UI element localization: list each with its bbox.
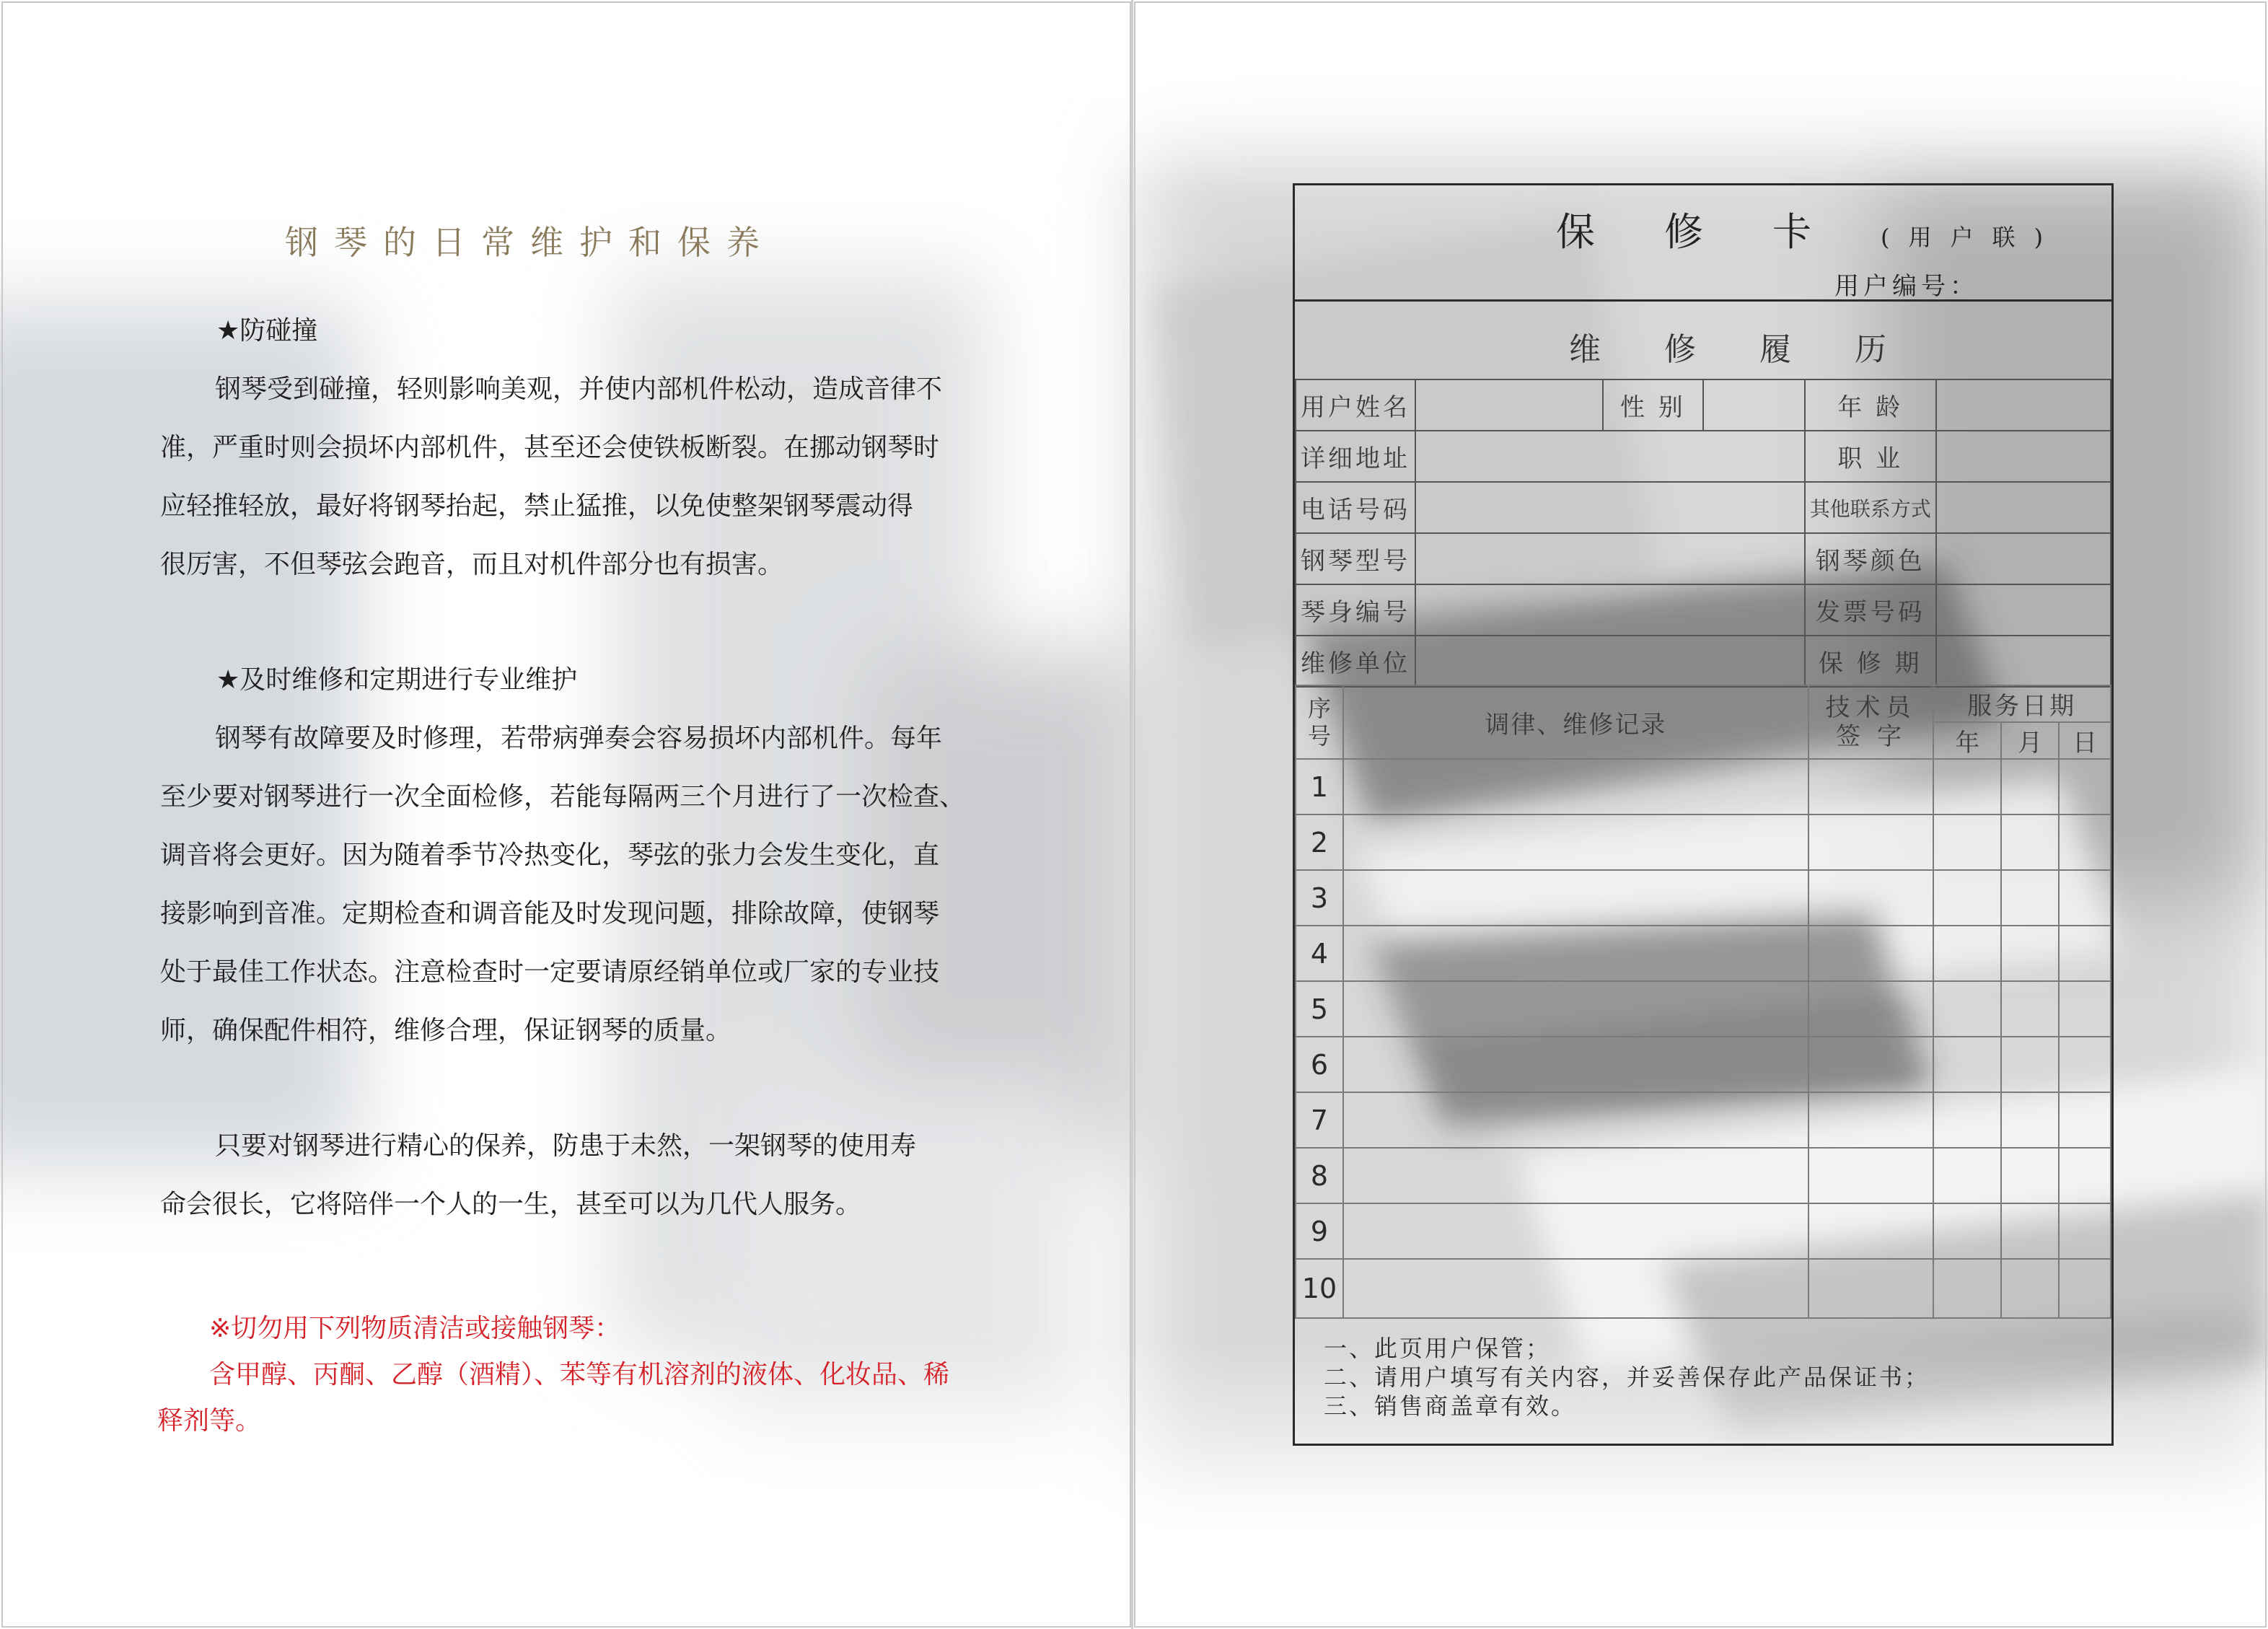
record-year[interactable] [1933, 814, 2001, 870]
record-content[interactable] [1343, 1092, 1808, 1148]
paragraph-line: 师，确保配件相符，维修合理，保证钢琴的质量。 [160, 1016, 732, 1045]
header-day: 日 [2059, 722, 2111, 759]
record-technician[interactable] [1808, 1203, 1934, 1259]
record-row [1296, 1037, 2111, 1092]
header-month: 月 [2001, 722, 2059, 759]
record-month[interactable] [2001, 1203, 2059, 1259]
field-address-value[interactable] [1415, 431, 1805, 482]
record-year[interactable] [1933, 870, 2001, 926]
record-content[interactable] [1343, 759, 1808, 814]
note-line: 三、销售商盖章有效。 [1324, 1392, 1577, 1420]
record-number: 5 [1296, 981, 1343, 1037]
record-month[interactable] [2001, 1037, 2059, 1092]
paragraph-line: 钢琴受到碰撞，轻则影响美观，并使内部机件松动，造成音律不 [215, 374, 943, 404]
card-subheader [1295, 302, 2111, 379]
record-row [1296, 1203, 2111, 1259]
record-year[interactable] [1933, 1148, 2001, 1203]
table-row [1296, 431, 2111, 482]
record-row [1296, 759, 2111, 814]
record-content[interactable] [1343, 1037, 1808, 1092]
label-gender: 性 别 [1603, 379, 1703, 431]
header-tech-line1: 技术员 [1825, 693, 1917, 722]
card-title [1556, 201, 2062, 257]
record-month[interactable] [2001, 926, 2059, 981]
record-day[interactable] [2059, 1148, 2111, 1203]
record-content[interactable] [1343, 814, 1808, 870]
record-number: 9 [1296, 1203, 1343, 1259]
field-gender-value[interactable] [1703, 379, 1805, 431]
note-line: 一、此页用户保管； [1324, 1335, 1552, 1362]
label-address: 详细地址 [1296, 431, 1415, 482]
record-technician[interactable] [1808, 1148, 1934, 1203]
field-phone-value[interactable] [1415, 482, 1805, 533]
label-phone: 电话号码 [1296, 482, 1415, 533]
record-day[interactable] [2059, 870, 2111, 926]
record-year[interactable] [1933, 1203, 2001, 1259]
record-month[interactable] [2001, 981, 2059, 1037]
label-invoice-number: 发票号码 [1805, 584, 1936, 636]
record-number: 6 [1296, 1037, 1343, 1092]
record-technician[interactable] [1808, 759, 1934, 814]
record-day[interactable] [2059, 759, 2111, 814]
warning-note [157, 1306, 1008, 1444]
section-heading: ★及时维修和定期进行专业维护 [216, 665, 578, 695]
record-month[interactable] [2001, 870, 2059, 926]
record-technician[interactable] [1808, 870, 1934, 926]
record-row [1296, 1092, 2111, 1148]
field-age-value[interactable] [1936, 379, 2111, 431]
record-number: 2 [1296, 814, 1343, 870]
field-name-value[interactable] [1415, 379, 1603, 431]
card-title-suffix: (用户联) [1881, 224, 2062, 251]
header-seq-line2: 号 [1307, 722, 1331, 750]
record-year[interactable] [1933, 1037, 2001, 1092]
record-day[interactable] [2059, 1037, 2111, 1092]
center-fold [1131, 0, 1133, 1629]
card-notes [1324, 1334, 1930, 1421]
record-technician[interactable] [1808, 981, 1934, 1037]
record-year[interactable] [1933, 926, 2001, 981]
table-row [1296, 636, 2111, 687]
record-day[interactable] [2059, 1259, 2111, 1318]
table-row [1296, 482, 2111, 533]
record-content[interactable] [1343, 926, 1808, 981]
record-number: 1 [1296, 759, 1343, 814]
record-number: 8 [1296, 1148, 1343, 1203]
paragraph-line: 准，严重时则会损坏内部机件，甚至还会使铁板断裂。在挪动钢琴时 [160, 433, 940, 462]
paragraph-line: 只要对钢琴进行精心的保养，防患于未然，一架钢琴的使用寿 [215, 1131, 917, 1161]
record-month[interactable] [2001, 814, 2059, 870]
paragraph-line: 钢琴有故障要及时修理，若带病弹奏会容易损坏内部机件。每年 [215, 724, 943, 753]
record-content[interactable] [1343, 1203, 1808, 1259]
label-warranty-period: 保 修 期 [1805, 636, 1936, 687]
paragraph-line: 很厉害，不但琴弦会跑音，而且对机件部分也有损害。 [160, 550, 784, 579]
paragraph-line: 命会很长，它将陪伴一个人的一生，甚至可以为几代人服务。 [160, 1190, 862, 1219]
record-row [1296, 981, 2111, 1037]
paragraph-line: 调音将会更好。因为随着季节冷热变化，琴弦的张力会发生变化，直 [160, 840, 940, 870]
record-content[interactable] [1343, 1259, 1808, 1318]
header-record: 调律、维修记录 [1343, 685, 1808, 759]
paragraph-line: 接影响到音准。定期检查和调音能及时发现问题，排除故障，使钢琴 [160, 899, 940, 928]
record-year[interactable] [1933, 759, 2001, 814]
field-occupation-value[interactable] [1936, 431, 2111, 482]
record-month[interactable] [2001, 759, 2059, 814]
record-number: 10 [1296, 1259, 1343, 1318]
record-content[interactable] [1343, 870, 1808, 926]
label-piano-model: 钢琴型号 [1296, 533, 1415, 584]
card-header [1295, 185, 2111, 302]
record-month[interactable] [2001, 1092, 2059, 1148]
record-technician[interactable] [1808, 814, 1934, 870]
record-month[interactable] [2001, 1259, 2059, 1318]
record-row [1296, 870, 2111, 926]
warranty-card [1293, 183, 2114, 1446]
repair-history-title: 维修履历 [1569, 331, 1950, 368]
customer-info-table [1295, 379, 2111, 688]
warning-line: 释剂等。 [157, 1406, 262, 1436]
field-repair-unit-value[interactable] [1415, 636, 1805, 687]
record-technician[interactable] [1808, 1092, 1934, 1148]
card-title-main: 保修卡 [1556, 209, 1881, 255]
record-year[interactable] [1933, 1259, 2001, 1318]
record-technician[interactable] [1808, 1037, 1934, 1092]
label-name: 用户姓名 [1296, 379, 1415, 431]
repair-records-table [1295, 685, 2111, 1319]
record-row [1296, 1259, 2111, 1318]
section-collision [160, 302, 1011, 594]
header-seq-line1: 序 [1307, 695, 1331, 722]
page-title: 钢琴的日常维护和保养 [285, 223, 775, 262]
field-warranty-period-value[interactable] [1936, 636, 2111, 687]
record-content[interactable] [1343, 1148, 1808, 1203]
paragraph-line: 应轻推轻放，最好将钢琴抬起，禁止猛推，以免使整架钢琴震动得 [160, 491, 914, 521]
warning-heading: ※切勿用下列物质清洁或接触钢琴： [209, 1314, 621, 1343]
section-summary [160, 1117, 1011, 1234]
record-technician[interactable] [1808, 926, 1934, 981]
user-number-label: 用户编号： [1834, 272, 1979, 301]
record-day[interactable] [2059, 926, 2111, 981]
field-invoice-number-value[interactable] [1936, 584, 2111, 636]
field-piano-color-value[interactable] [1936, 533, 2111, 584]
table-row [1296, 584, 2111, 636]
record-number: 3 [1296, 870, 1343, 926]
label-occupation: 职 业 [1805, 431, 1936, 482]
record-year[interactable] [1933, 1092, 2001, 1148]
table-row [1296, 379, 2111, 431]
record-year[interactable] [1933, 981, 2001, 1037]
record-month[interactable] [2001, 1148, 2059, 1203]
header-year: 年 [1933, 722, 2001, 759]
label-body-number: 琴身编号 [1296, 584, 1415, 636]
label-other-contact: 其他联系方式 [1805, 482, 1936, 533]
header-service-date: 服务日期 [1933, 685, 2111, 722]
record-day[interactable] [2059, 1092, 2111, 1148]
record-technician[interactable] [1808, 1259, 1934, 1318]
section-maintenance [160, 651, 1011, 1060]
record-row [1296, 926, 2111, 981]
record-row [1296, 814, 2111, 870]
paragraph-line: 至少要对钢琴进行一次全面检修，若能每隔两三个月进行了一次检查、 [160, 782, 966, 812]
record-day[interactable] [2059, 1203, 2111, 1259]
record-row [1296, 1148, 2111, 1203]
header-tech-line2: 签 字 [1836, 722, 1906, 751]
record-number: 4 [1296, 926, 1343, 981]
section-heading: ★防碰撞 [216, 316, 318, 346]
field-piano-model-value[interactable] [1415, 533, 1805, 584]
header-seq [1296, 685, 1343, 759]
record-number: 7 [1296, 1092, 1343, 1148]
header-technician [1808, 685, 1934, 759]
paragraph-line: 处于最佳工作状态。注意检查时一定要请原经销单位或厂家的专业技 [160, 957, 940, 987]
table-row [1296, 533, 2111, 584]
label-age: 年 龄 [1805, 379, 1936, 431]
record-day[interactable] [2059, 814, 2111, 870]
warning-line: 含甲醇、丙酮、乙醇（酒精）、苯等有机溶剂的液体、化妆品、稀 [209, 1360, 950, 1389]
label-piano-color: 钢琴颜色 [1805, 533, 1936, 584]
record-content[interactable] [1343, 981, 1808, 1037]
field-other-contact-value[interactable] [1936, 482, 2111, 533]
records-header-row [1296, 685, 2111, 722]
left-page [0, 0, 1131, 1629]
record-day[interactable] [2059, 981, 2111, 1037]
note-line: 二、请用户填写有关内容，并妥善保存此产品保证书； [1324, 1364, 1930, 1391]
field-body-number-value[interactable] [1415, 584, 1805, 636]
label-repair-unit: 维修单位 [1296, 636, 1415, 687]
